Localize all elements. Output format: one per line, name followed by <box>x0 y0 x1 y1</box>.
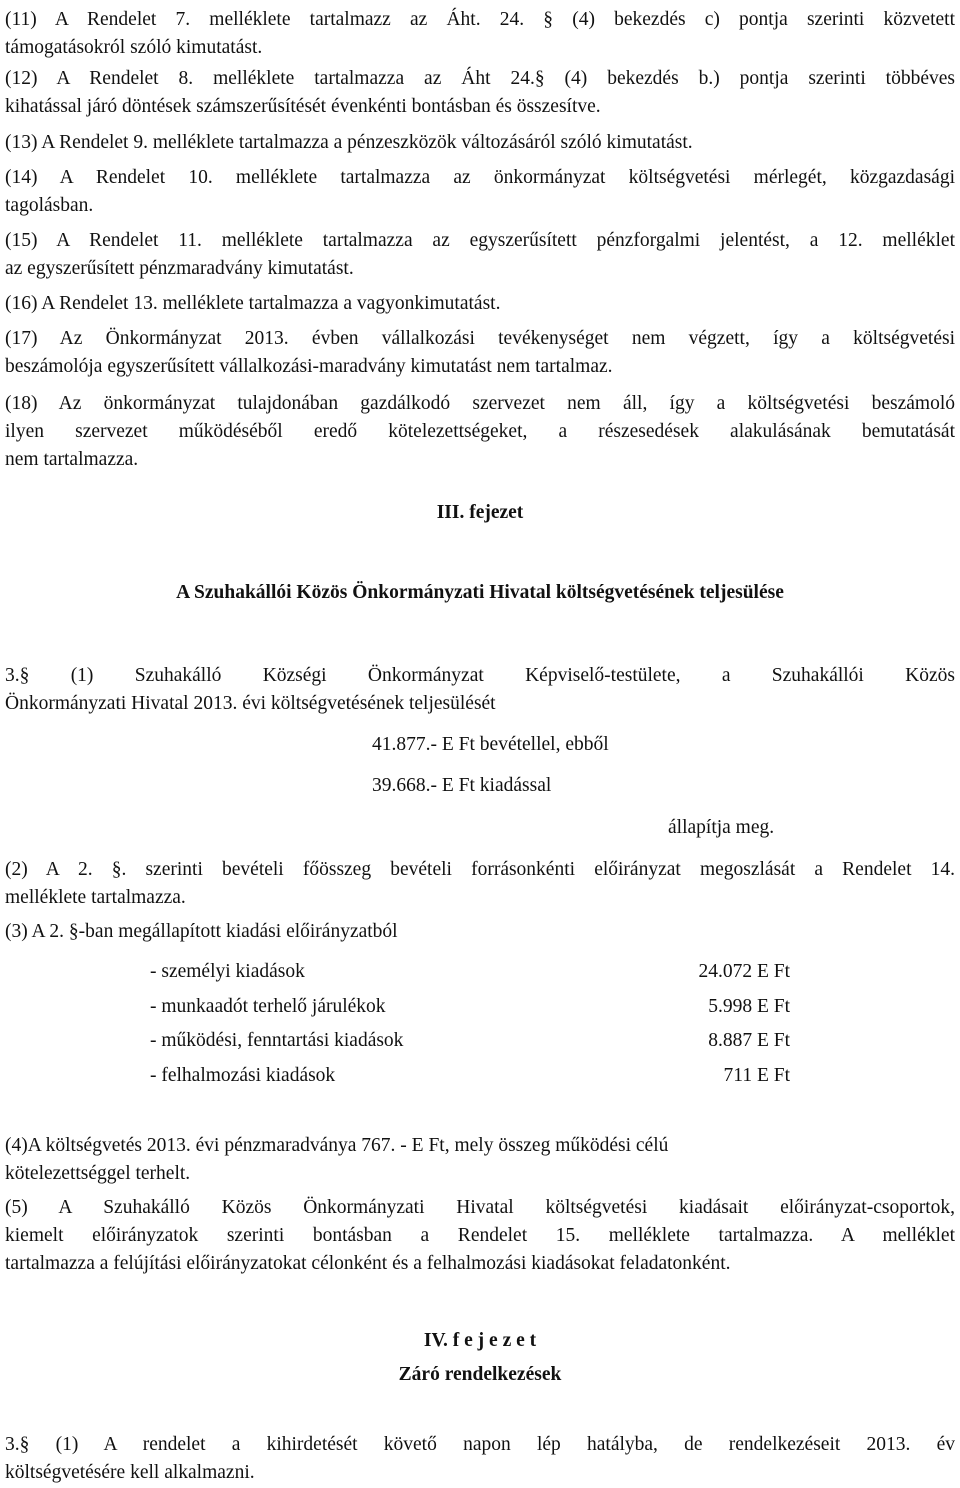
closing-text: állapítja meg. <box>668 817 775 838</box>
paragraph-line: költségvetésére kell alkalmazni. <box>5 1462 255 1483</box>
paragraph-line: melléklete tartalmazza. <box>5 887 186 908</box>
paragraph-line: (15) A Rendelet 11. melléklete tartalmazza az egyszerűsített pénzforgalmi jelentést, a 12. melléklet <box>5 230 955 251</box>
expense-item-label: - működési, fenntartási kiadások <box>150 1030 404 1051</box>
paragraph-line: (14) A Rendelet 10. melléklete tartalmazza az önkormányzat költségvetési mérlegét, közgazdasági <box>5 167 955 188</box>
paragraph-line: (12) A Rendelet 8. melléklete tartalmazza az Áht 24.§ (4) bekezdés b.) pontja szerinti többéves <box>5 68 955 89</box>
paragraph-17 <box>5 325 955 381</box>
paragraph-line: kihatással járó döntések számszerűsítését évenkénti bontásban és összesítve. <box>5 96 601 117</box>
paragraph-line: Önkormányzati Hivatal 2013. évi költségvetésének teljesülését <box>5 693 496 714</box>
paragraph-line: kiemelt előirányzatok szerinti bontásban a Rendelet 15. melléklete tartalmazza. A melléklet <box>5 1225 955 1246</box>
paragraph-line: 3.§ (1) Szuhakálló Községi Önkormányzat Képviselő-testülete, a Szuhakállói Közös <box>5 665 955 686</box>
section-3-paragraph-3 <box>5 918 955 946</box>
chapter-title: Záró rendelkezések <box>398 1364 562 1385</box>
paragraph-11 <box>5 6 955 62</box>
paragraph-line: (3) A 2. §-ban megállapított kiadási előirányzatból <box>5 921 398 942</box>
final-provision-paragraph <box>5 1431 955 1487</box>
paragraph-line: kötelezettséggel terhelt. <box>5 1163 191 1184</box>
paragraph-line: (13) A Rendelet 9. melléklete tartalmazza a pénzeszközök változásáról szóló kimutatást. <box>5 132 693 153</box>
section-3-paragraph-5 <box>5 1194 955 1278</box>
paragraph-16 <box>5 290 955 318</box>
paragraph-line: tagolásban. <box>5 195 94 216</box>
section-3-paragraph-1 <box>5 662 955 718</box>
expense-item-label: - munkaadót terhelő járulékok <box>150 996 386 1017</box>
paragraph-line: 3.§ (1) A rendelet a kihirdetését követő napon lép hatályba, de rendelkezéseit 2013. év <box>5 1434 955 1455</box>
paragraph-line: (4)A költségvetés 2013. évi pénzmaradványa 767. - E Ft, mely összeg működési célú <box>5 1135 669 1156</box>
section-3-paragraph-2 <box>5 856 955 912</box>
expense-item-value: 8.887 E Ft <box>708 1030 790 1051</box>
paragraph-13 <box>5 129 955 157</box>
paragraph-line: (2) A 2. §. szerinti bevételi főösszeg bevételi forrásonkénti előirányzat megoszlását a Rendelet 14. <box>5 859 955 880</box>
paragraph-line: beszámolója egyszerűsített vállalkozási-maradvány kimutatást nem tartalmaz. <box>5 356 613 377</box>
paragraph-14 <box>5 164 955 220</box>
chapter-title: A Szuhakállói Közös Önkormányzati Hivatal költségvetésének teljesülése <box>176 582 784 603</box>
expense-item-value: 711 E Ft <box>723 1065 790 1086</box>
paragraph-line: (17) Az Önkormányzat 2013. évben vállalkozási tevékenységet nem végzett, így a költségvetési <box>5 328 955 349</box>
paragraph-line: (5) A Szuhakálló Közös Önkormányzati Hivatal költségvetési kiadásait előirányzat-csoportok, <box>5 1197 955 1218</box>
paragraph-15 <box>5 227 955 283</box>
paragraph-line: (11) A Rendelet 7. melléklete tartalmazz az Áht. 24. § (4) bekezdés c) pontja szerinti közvetett <box>5 9 955 30</box>
chapter-heading: III. fejezet <box>436 502 524 523</box>
paragraph-18 <box>5 390 955 474</box>
expense-amount: 39.668.- E Ft kiadással <box>372 775 552 796</box>
paragraph-line: ilyen szervezet működéséből eredő kötelezettségeket, a részesedések alakulásának bemutatását <box>5 421 955 442</box>
paragraph-line: (18) Az önkormányzat tulajdonában gazdálkodó szervezet nem áll, így a költségvetési beszámoló <box>5 393 955 414</box>
revenue-amount: 41.877.- E Ft bevétellel, ebből <box>372 734 609 755</box>
paragraph-line: (16) A Rendelet 13. melléklete tartalmazza a vagyonkimutatást. <box>5 293 501 314</box>
expense-item-label: - személyi kiadások <box>150 961 305 982</box>
paragraph-line: támogatásokról szóló kimutatást. <box>5 37 263 58</box>
chapter-heading: IV. f e j e z e t <box>423 1330 537 1351</box>
section-3-paragraph-4 <box>5 1132 955 1188</box>
paragraph-line: az egyszerűsített pénzmaradvány kimutatást. <box>5 258 354 279</box>
paragraph-line: nem tartalmazza. <box>5 449 139 470</box>
expense-item-label: - felhalmozási kiadások <box>150 1065 336 1086</box>
paragraph-line: tartalmazza a felújítási előirányzatokat célonként és a felhalmozási kiadásokat feladatonként. <box>5 1253 731 1274</box>
paragraph-12 <box>5 65 955 121</box>
expense-item-value: 24.072 E Ft <box>698 961 790 982</box>
expense-item-value: 5.998 E Ft <box>708 996 790 1017</box>
